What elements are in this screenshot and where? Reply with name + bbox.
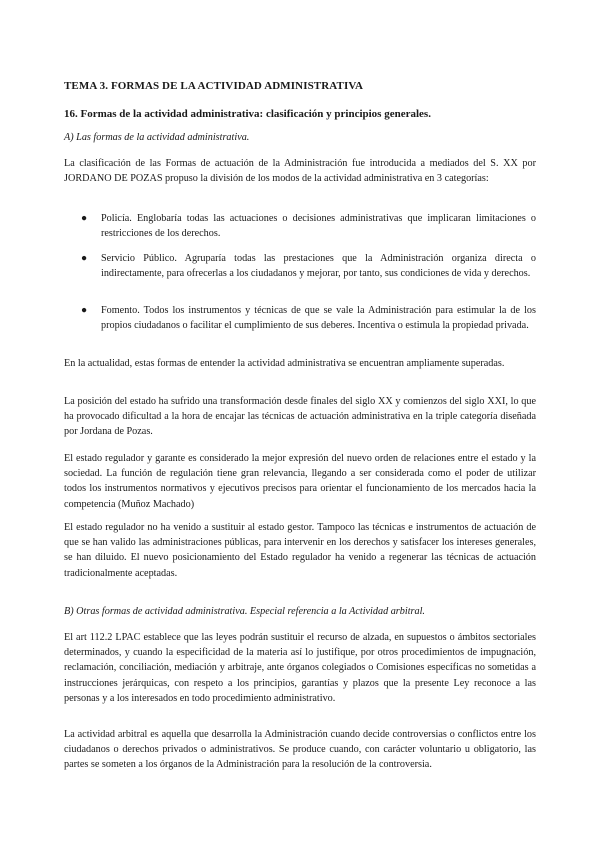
subsection-b-heading: B) Otras formas de actividad administrativa. Especial referencia a la Actividad arbitral. [64,606,425,617]
document-title: TEMA 3. FORMAS DE LA ACTIVIDAD ADMINISTRATIVA [64,80,363,92]
paragraph-1: La clasificación de las Formas de actuación de la Administración fue introducida a mediados del S. XX por JORDANO DE POZAS propuso la división de los modos de la actividad administrativa en 3 categorías: [64,158,536,185]
bullet-icon: ● [81,253,88,264]
paragraph-6: El art 112.2 LPAC establece que las leyes podrán sustituir el recurso de alzada, en supuestos o ámbitos sectoriales determinados, y cuando la especificidad de la materia así lo justifique, por otros procedimientos de impugnación, reclamación, conciliación, mediación y arbitraje, ante órganos colegiados o Comisiones específicas no sometidas a instrucciones jerárquicas, con respeto a los principios, garantías y plazos que la presente Ley reconoce a las personas y a los interesados en todo procedimiento administrativo. [64,632,536,704]
section-heading: 16. Formas de la actividad administrativa: clasificación y principios generales. [64,108,431,120]
bullet-text: Servicio Público. Agruparía todas las prestaciones que la Administración organiza directa o indirectamente, para ofrecerlas a los ciudadanos y mejorar, por tanto, sus condiciones de vida y derechos. [101,253,536,280]
bullet-text: Policía. Englobaría todas las actuaciones o decisiones administrativas que implicaran limitaciones o restricciones de los derechos. [101,213,536,240]
paragraph-7: La actividad arbitral es aquella que desarrolla la Administración cuando decide controversias o conflictos entre los ciudadanos o derechos privados o administrativos. Se produce cuando, con carácter voluntario u obligatorio, las partes se someten a los órganos de la Administración para la resolución de la controversia. [64,729,536,771]
paragraph-2: En la actualidad, estas formas de entender la actividad administrativa se encuentran ampliamente superadas. [64,358,505,369]
paragraph-3: La posición del estado ha sufrido una transformación desde finales del siglo XX y comienzos del siglo XXI, lo que ha provocado dificultad a la hora de encajar las técnicas de actuación administrativa en la triple categoría diseñada por Jordana de Pozas. [64,396,536,438]
bullet-text: Fomento. Todos los instrumentos y técnicas de que se vale la Administración para estimular la de los propios ciudadanos o facilitar el cumplimiento de sus deberes. Incentiva o estimula la propiedad privada. [101,305,536,332]
paragraph-4: El estado regulador y garante es considerado la mejor expresión del nuevo orden de relaciones entre el estado y la sociedad. La función de regulación tiene gran relevancia, llegando a ser considerada como el poder de utilizar todos los instrumentos normativos y ejecutivos precisos para orientar el funcionamiento de los mercados hacia la competencia (Muñoz Machado) [64,453,536,510]
paragraph-5: El estado regulador no ha venido a sustituir al estado gestor. Tampoco las técnicas e instrumentos de actuación de que se han valido las administraciones públicas, para intervenir en los derechos y satisfacer los intereses generales, se han diluido. El nuevo posicionamiento del Estado regulador ha venido a regenerar las técnicas de actuación tradicionalmente aceptadas. [64,522,536,579]
bullet-icon: ● [81,213,88,224]
bullet-icon: ● [81,305,88,316]
subsection-a-heading: A) Las formas de la actividad administrativa. [64,132,250,143]
